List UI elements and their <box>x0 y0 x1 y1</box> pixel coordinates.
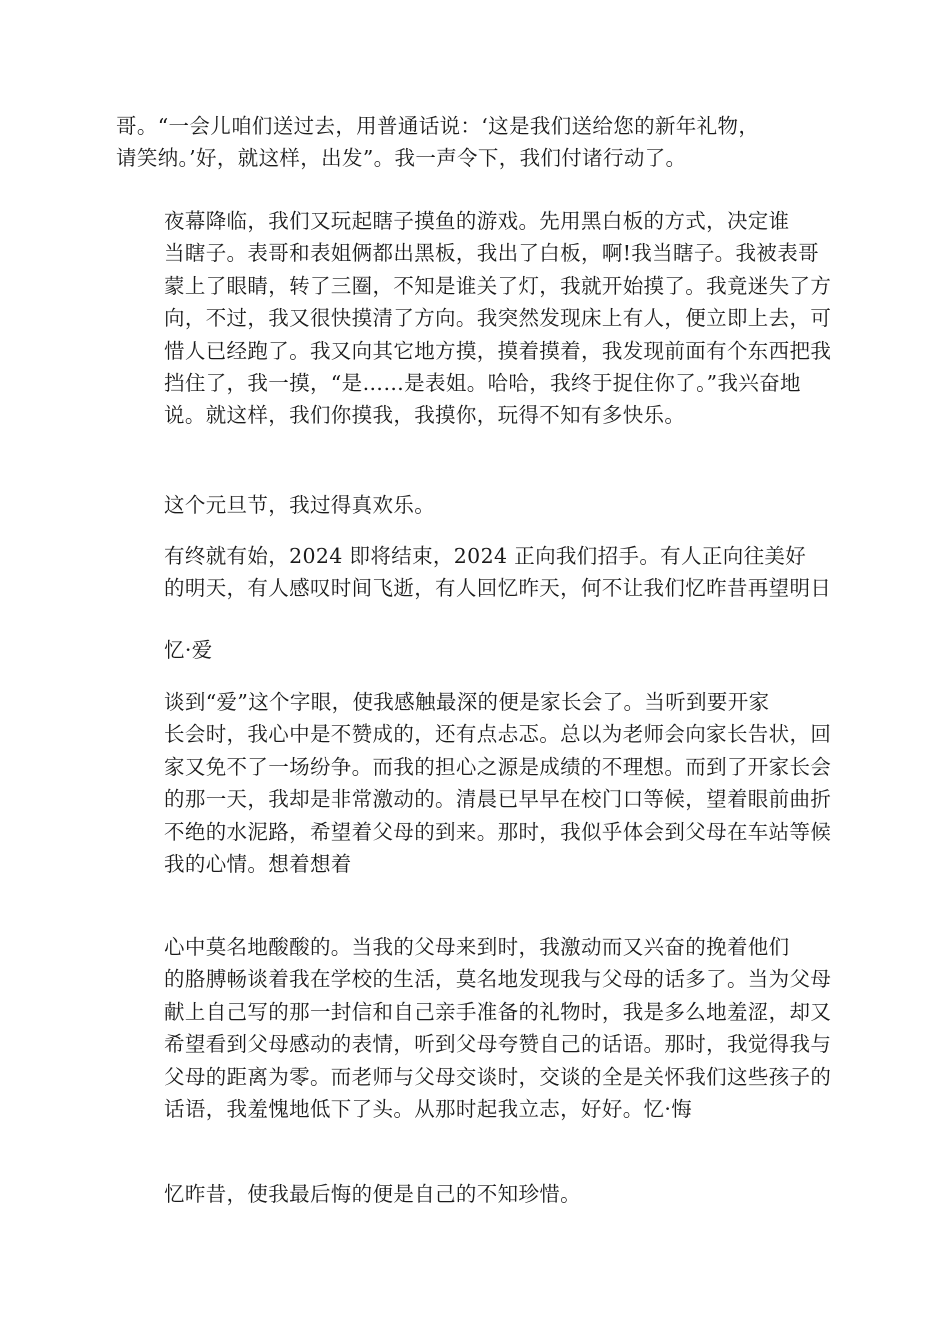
paragraph-regret <box>116 1178 836 1210</box>
text-line: 希望看到父母感动的表情，听到父母夸赞自己的话语。那时，我觉得我与 <box>164 1032 832 1057</box>
text-line: 的胳膊畅谈着我在学校的生活，莫名地发现我与父母的话多了。当为父母 <box>164 967 832 992</box>
paragraph-parents-arrive <box>116 931 836 1125</box>
paragraph-parent-meeting <box>116 686 836 880</box>
text-line: 请笑纳。’好，就这样，出发”。我一声令下，我们付诸行动了。 <box>116 146 687 171</box>
text-line: 哥。“一会儿咱们送过去，用普通话说：‘这是我们送给您的新年礼物， <box>116 114 760 138</box>
text-line: 当瞎子。表哥和表姐俩都出黑板，我出了白板，啊!我当瞎子。我被表哥 <box>164 241 819 266</box>
text-line: 长会时，我心中是不赞成的，还有点忐忑。总以为老师会向家长告状，回 <box>164 722 832 747</box>
text-line: 话语，我羞愧地低下了头。从那时起我立志，好好。忆·悔 <box>164 1097 693 1122</box>
paragraph-new-year-summary <box>116 489 836 521</box>
text-line: 谈到“爱”这个字眼，使我感触最深的便是家长会了。当听到要开家 <box>164 690 770 714</box>
text-line: 忆昨昔，使我最后悔的便是自己的不知珍惜。 <box>164 1182 581 1206</box>
text-line: 夜幕降临，我们又玩起瞎子摸鱼的游戏。先用黑白板的方式，决定谁 <box>164 209 790 233</box>
text-line: 家又免不了一场纷争。而我的担心之源是成绩的不理想。而到了开家长会 <box>164 754 832 779</box>
text-line: 的明天，有人感叹时间飞逝，有人回忆昨天，何不让我们忆昨昔再望明日 <box>164 576 832 601</box>
paragraph-blind-mans-buff <box>116 205 836 432</box>
heading-text: 忆·爱 <box>164 638 213 662</box>
text-line: 说。就这样，我们你摸我，我摸你，玩得不知有多快乐。 <box>164 403 686 428</box>
text-line: 不绝的水泥路，希望着父母的到来。那时，我似乎体会到父母在车站等候 <box>164 819 832 844</box>
paragraph-year-end <box>116 540 836 605</box>
text-line: 心中莫名地酸酸的。当我的父母来到时，我激动而又兴奋的挽着他们 <box>164 935 790 959</box>
text-line: 惜人已经跑了。我又向其它地方摸，摸着摸着，我发现前面有个东西把我 <box>164 338 832 363</box>
text-line: 有终就有始，2024 即将结束，2024 正向我们招手。有人正向往美好 <box>164 544 807 568</box>
section-heading-love <box>116 634 836 666</box>
paragraph-continuation <box>116 110 836 175</box>
text-line: 向，不过，我又很快摸清了方向。我突然发现床上有人，便立即上去，可 <box>164 306 832 331</box>
text-line: 父母的距离为零。而老师与父母交谈时，交谈的全是关怀我们这些孩子的 <box>164 1064 832 1089</box>
text-line: 献上自己写的那一封信和自己亲手准备的礼物时，我是多么地羞涩，却又 <box>164 999 832 1024</box>
text-line: 这个元旦节，我过得真欢乐。 <box>164 493 436 517</box>
text-line: 的那一天，我却是非常激动的。清晨已早早在校门口等候，望着眼前曲折 <box>164 787 832 812</box>
text-line: 挡住了，我一摸，“是……是表姐。哈哈，我终于捉住你了。”我兴奋地 <box>164 371 801 396</box>
text-line: 蒙上了眼睛，转了三圈，不知是谁关了灯，我就开始摸了。我竟迷失了方 <box>164 273 832 298</box>
text-line: 我的心情。想着想着 <box>164 852 352 877</box>
